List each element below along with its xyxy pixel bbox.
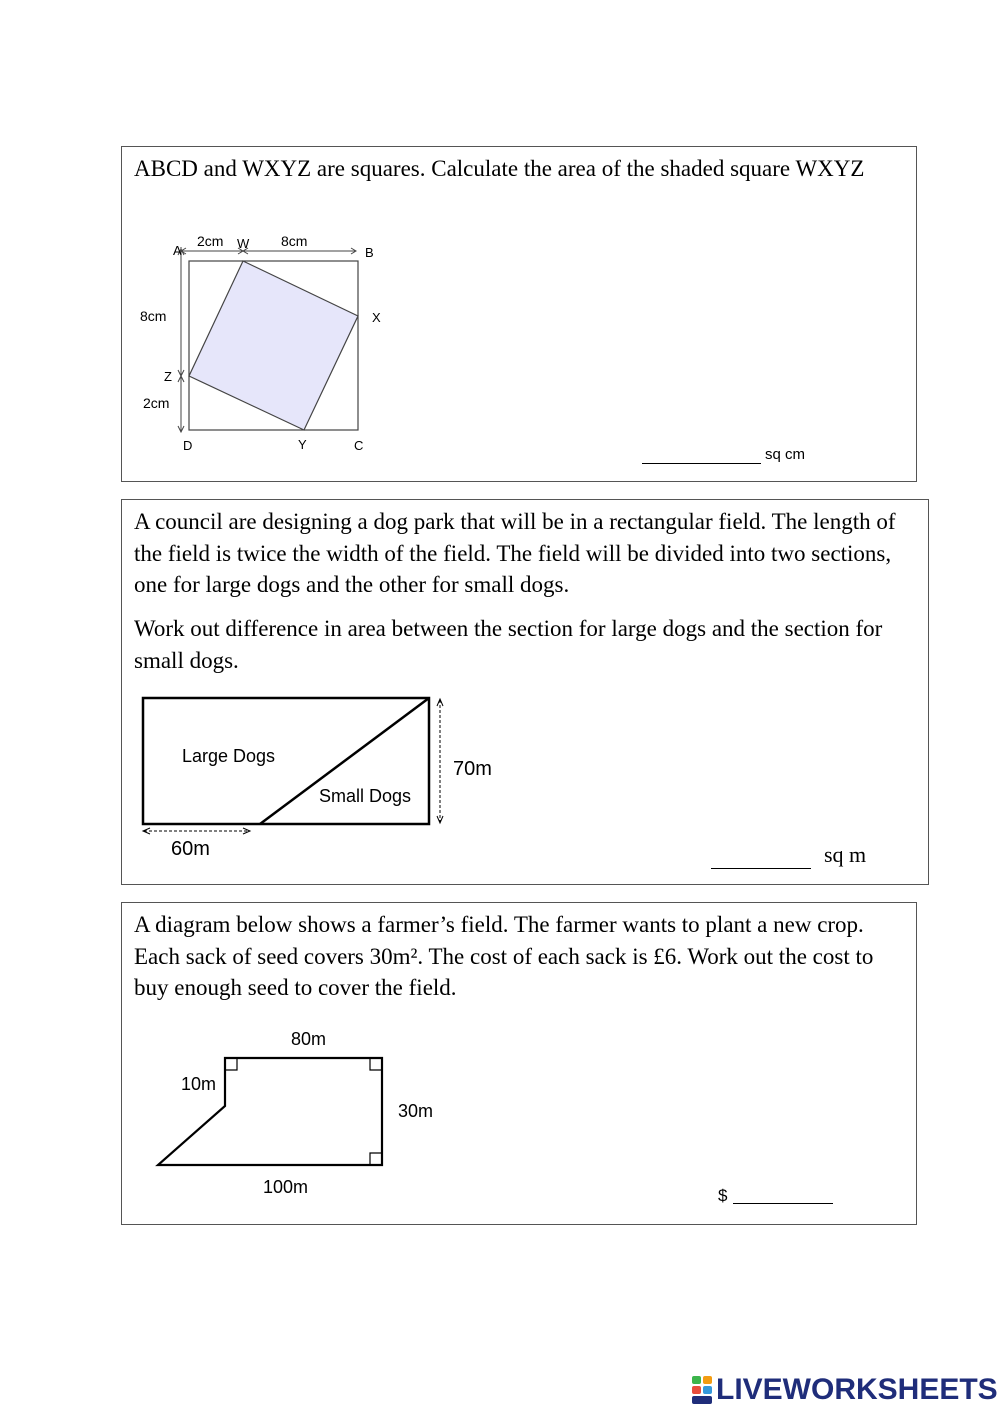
question-3-text: A diagram below shows a farmer’s field. The farmer wants to plant a new crop. Each sack of seed covers 30m². The cost of each sack is £6. Work out the cost to buy enough seed to cover the field. [134, 912, 874, 1000]
liveworksheets-logo [692, 1372, 998, 1408]
label-8cm-top: 8cm [281, 233, 308, 249]
question-2-text-1: A council are designing a dog park that will be in a rectangular field. The length of the field is twice the width of the field. The field will be divided into two sections, one for large dogs and the other for small dogs. [134, 509, 896, 597]
field-diagram [122, 903, 918, 1226]
label-small-dogs: Small Dogs [319, 786, 412, 806]
question-1-text: ABCD and WXYZ are squares. Calculate the area of the shaded square WXYZ [134, 156, 865, 181]
label-a: A [173, 243, 182, 258]
square-wxyz [189, 261, 358, 430]
label-8cm-left: 8cm [140, 308, 167, 324]
label-d: D [183, 438, 193, 453]
label-10m: 10m [181, 1074, 217, 1094]
answer-currency-3: $ [718, 1186, 728, 1205]
question-2-box [121, 499, 929, 885]
label-2cm-top: 2cm [197, 233, 224, 249]
label-100m: 100m [263, 1177, 309, 1197]
label-70m: 70m [453, 758, 492, 780]
label-y: Y [298, 437, 307, 452]
answer-unit-1: sq cm [765, 446, 806, 463]
answer-line-1[interactable] [642, 463, 761, 464]
label-b: B [365, 245, 374, 260]
answer-line-2[interactable] [711, 868, 811, 869]
question-3-box [121, 902, 917, 1225]
answer-line-3[interactable] [733, 1203, 833, 1204]
answer-unit-2: sq m [824, 842, 867, 867]
question-1-box [121, 146, 917, 482]
logo-mark-icon [692, 1376, 714, 1404]
label-30m: 30m [398, 1101, 434, 1121]
label-z: Z [164, 369, 172, 384]
label-c: C [354, 438, 364, 453]
square-diagram [122, 147, 918, 483]
label-2cm-left: 2cm [143, 395, 170, 411]
label-80m: 80m [291, 1029, 327, 1049]
label-60m: 60m [171, 838, 210, 860]
dog-park-diagram [122, 500, 930, 886]
logo-text: LIVEWORKSHEETS [716, 1373, 998, 1406]
label-x: X [372, 310, 381, 325]
label-large-dogs: Large Dogs [182, 746, 276, 766]
label-w: W [237, 236, 250, 251]
question-2-text-2: Work out difference in area between the section for large dogs and the section for small dogs. [134, 616, 883, 673]
